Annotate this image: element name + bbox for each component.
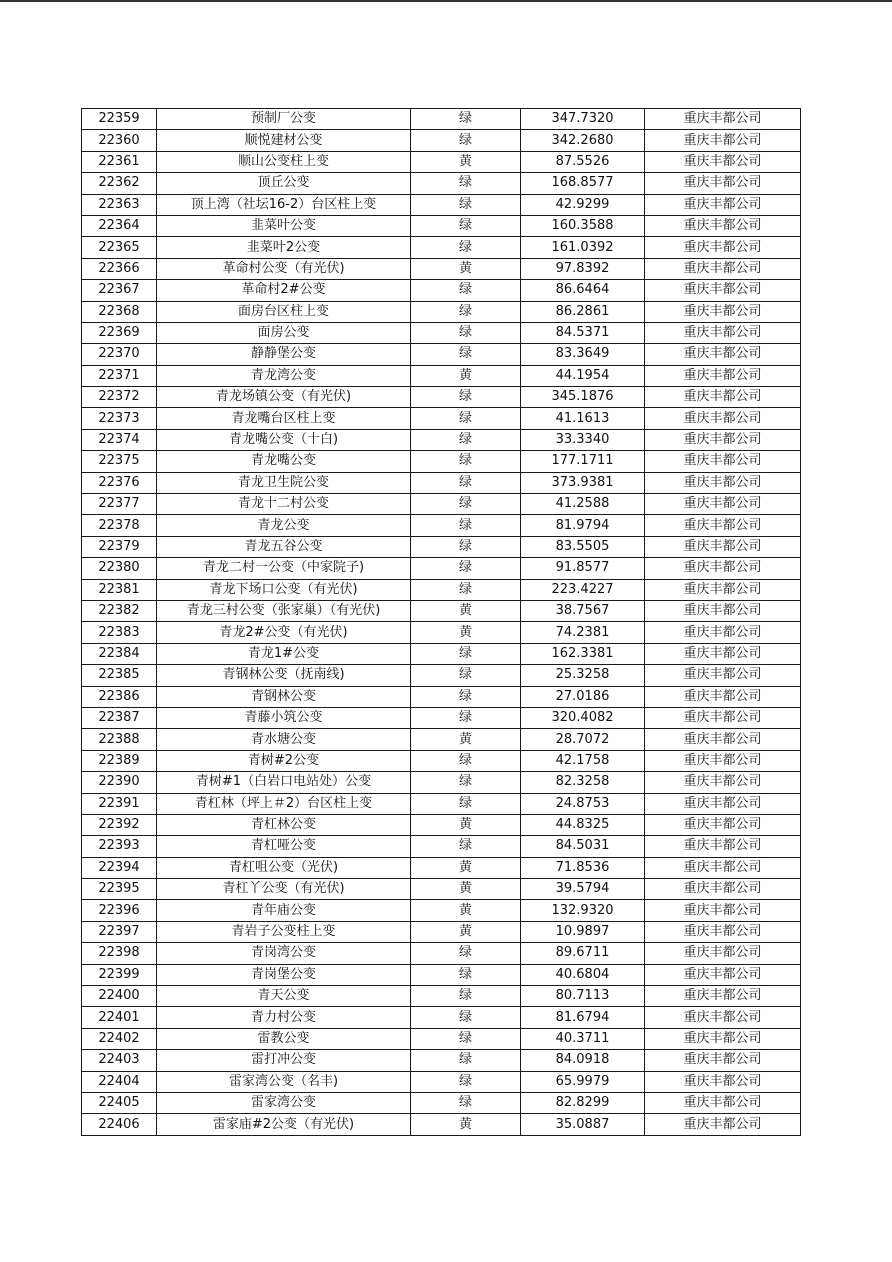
station-name-cell: 顺山公变柱上变 — [157, 151, 411, 172]
company-cell: 重庆丰都公司 — [645, 322, 801, 343]
value-cell: 91.8577 — [521, 558, 645, 579]
document-page — [81, 108, 801, 1136]
station-name-cell: 青钢林公变（抚南线) — [157, 665, 411, 686]
company-cell: 重庆丰都公司 — [645, 1114, 801, 1135]
row-id-cell: 22373 — [82, 408, 157, 429]
row-id-cell: 22361 — [82, 151, 157, 172]
company-cell: 重庆丰都公司 — [645, 451, 801, 472]
value-cell: 177.1711 — [521, 451, 645, 472]
company-cell: 重庆丰都公司 — [645, 986, 801, 1007]
row-id-cell: 22396 — [82, 900, 157, 921]
row-id-cell: 22394 — [82, 857, 157, 878]
company-cell: 重庆丰都公司 — [645, 600, 801, 621]
row-id-cell: 22378 — [82, 515, 157, 536]
status-color-cell: 绿 — [411, 579, 521, 600]
company-cell: 重庆丰都公司 — [645, 173, 801, 194]
row-id-cell: 22406 — [82, 1114, 157, 1135]
company-cell: 重庆丰都公司 — [645, 1007, 801, 1028]
row-id-cell: 22390 — [82, 772, 157, 793]
company-cell: 重庆丰都公司 — [645, 365, 801, 386]
company-cell: 重庆丰都公司 — [645, 515, 801, 536]
station-name-cell: 青龙五谷公变 — [157, 536, 411, 557]
table-row — [82, 686, 801, 707]
company-cell: 重庆丰都公司 — [645, 472, 801, 493]
row-id-cell: 22371 — [82, 365, 157, 386]
table-row — [82, 387, 801, 408]
status-color-cell: 绿 — [411, 237, 521, 258]
row-id-cell: 22377 — [82, 494, 157, 515]
value-cell: 342.2680 — [521, 130, 645, 151]
company-cell: 重庆丰都公司 — [645, 1092, 801, 1113]
value-cell: 74.2381 — [521, 622, 645, 643]
station-name-cell: 青钢林公变 — [157, 686, 411, 707]
status-color-cell: 绿 — [411, 215, 521, 236]
table-row — [82, 943, 801, 964]
table-row — [82, 472, 801, 493]
row-id-cell: 22370 — [82, 344, 157, 365]
value-cell: 320.4082 — [521, 707, 645, 728]
station-name-cell: 青杠哑公变 — [157, 836, 411, 857]
station-name-cell: 青杠林公变 — [157, 814, 411, 835]
status-color-cell: 绿 — [411, 301, 521, 322]
table-row — [82, 1028, 801, 1049]
value-cell: 38.7567 — [521, 600, 645, 621]
value-cell: 84.0918 — [521, 1050, 645, 1071]
value-cell: 44.8325 — [521, 814, 645, 835]
table-row — [82, 729, 801, 750]
station-name-cell: 青杠林（坪上＃2）台区柱上变 — [157, 793, 411, 814]
value-cell: 42.9299 — [521, 194, 645, 215]
status-color-cell: 绿 — [411, 793, 521, 814]
company-cell: 重庆丰都公司 — [645, 814, 801, 835]
company-cell: 重庆丰都公司 — [645, 1071, 801, 1092]
table-row — [82, 750, 801, 771]
company-cell: 重庆丰都公司 — [645, 686, 801, 707]
row-id-cell: 22395 — [82, 879, 157, 900]
row-id-cell: 22405 — [82, 1092, 157, 1113]
value-cell: 84.5031 — [521, 836, 645, 857]
company-cell: 重庆丰都公司 — [645, 772, 801, 793]
company-cell: 重庆丰都公司 — [645, 579, 801, 600]
status-color-cell: 黄 — [411, 879, 521, 900]
station-name-cell: 顺悦建材公变 — [157, 130, 411, 151]
status-color-cell: 绿 — [411, 943, 521, 964]
status-color-cell: 绿 — [411, 536, 521, 557]
station-name-cell: 青龙十二村公变 — [157, 494, 411, 515]
station-name-cell: 青龙卫生院公变 — [157, 472, 411, 493]
status-color-cell: 绿 — [411, 558, 521, 579]
station-name-cell: 青岗湾公变 — [157, 943, 411, 964]
row-id-cell: 22384 — [82, 643, 157, 664]
status-color-cell: 黄 — [411, 814, 521, 835]
company-cell: 重庆丰都公司 — [645, 921, 801, 942]
status-color-cell: 黄 — [411, 622, 521, 643]
value-cell: 33.3340 — [521, 429, 645, 450]
table-row — [82, 814, 801, 835]
row-id-cell: 22398 — [82, 943, 157, 964]
value-cell: 39.5794 — [521, 879, 645, 900]
company-cell: 重庆丰都公司 — [645, 964, 801, 985]
station-name-cell: 顶上湾（社坛16-2）台区柱上变 — [157, 194, 411, 215]
table-row — [82, 643, 801, 664]
status-color-cell: 绿 — [411, 451, 521, 472]
value-cell: 81.9794 — [521, 515, 645, 536]
row-id-cell: 22401 — [82, 1007, 157, 1028]
value-cell: 82.3258 — [521, 772, 645, 793]
status-color-cell: 绿 — [411, 280, 521, 301]
table-row — [82, 793, 801, 814]
station-name-cell: 青龙嘴台区柱上变 — [157, 408, 411, 429]
row-id-cell: 22369 — [82, 322, 157, 343]
value-cell: 223.4227 — [521, 579, 645, 600]
table-row — [82, 429, 801, 450]
row-id-cell: 22385 — [82, 665, 157, 686]
table-row — [82, 986, 801, 1007]
row-id-cell: 22399 — [82, 964, 157, 985]
row-id-cell: 22376 — [82, 472, 157, 493]
value-cell: 65.9979 — [521, 1071, 645, 1092]
company-cell: 重庆丰都公司 — [645, 494, 801, 515]
page-top-border — [0, 0, 892, 2]
table-row — [82, 836, 801, 857]
company-cell: 重庆丰都公司 — [645, 536, 801, 557]
row-id-cell: 22367 — [82, 280, 157, 301]
row-id-cell: 22400 — [82, 986, 157, 1007]
row-id-cell: 22402 — [82, 1028, 157, 1049]
table-row — [82, 494, 801, 515]
company-cell: 重庆丰都公司 — [645, 109, 801, 130]
row-id-cell: 22360 — [82, 130, 157, 151]
station-name-cell: 青岗堡公变 — [157, 964, 411, 985]
status-color-cell: 绿 — [411, 194, 521, 215]
station-name-cell: 青杠咀公变（光伏) — [157, 857, 411, 878]
row-id-cell: 22403 — [82, 1050, 157, 1071]
table-row — [82, 1050, 801, 1071]
table-row — [82, 451, 801, 472]
table-row — [82, 237, 801, 258]
value-cell: 10.9897 — [521, 921, 645, 942]
status-color-cell: 绿 — [411, 1092, 521, 1113]
row-id-cell: 22392 — [82, 814, 157, 835]
table-row — [82, 857, 801, 878]
company-cell: 重庆丰都公司 — [645, 793, 801, 814]
table-row — [82, 173, 801, 194]
row-id-cell: 22389 — [82, 750, 157, 771]
table-row — [82, 622, 801, 643]
table-row — [82, 194, 801, 215]
company-cell: 重庆丰都公司 — [645, 408, 801, 429]
status-color-cell: 绿 — [411, 686, 521, 707]
station-name-cell: 青年庙公变 — [157, 900, 411, 921]
table-row — [82, 408, 801, 429]
company-cell: 重庆丰都公司 — [645, 301, 801, 322]
row-id-cell: 22404 — [82, 1071, 157, 1092]
row-id-cell: 22374 — [82, 429, 157, 450]
station-name-cell: 雷家湾公变（名丰) — [157, 1071, 411, 1092]
row-id-cell: 22363 — [82, 194, 157, 215]
station-name-cell: 青天公变 — [157, 986, 411, 1007]
value-cell: 41.2588 — [521, 494, 645, 515]
value-cell: 80.7113 — [521, 986, 645, 1007]
row-id-cell: 22393 — [82, 836, 157, 857]
value-cell: 28.7072 — [521, 729, 645, 750]
table-row — [82, 280, 801, 301]
value-cell: 347.7320 — [521, 109, 645, 130]
company-cell: 重庆丰都公司 — [645, 900, 801, 921]
table-row — [82, 365, 801, 386]
row-id-cell: 22386 — [82, 686, 157, 707]
station-name-cell: 雷教公变 — [157, 1028, 411, 1049]
value-cell: 373.9381 — [521, 472, 645, 493]
row-id-cell: 22362 — [82, 173, 157, 194]
row-id-cell: 22379 — [82, 536, 157, 557]
company-cell: 重庆丰都公司 — [645, 258, 801, 279]
row-id-cell: 22382 — [82, 600, 157, 621]
station-name-cell: 青树#1（白岩口电站处）公变 — [157, 772, 411, 793]
row-id-cell: 22368 — [82, 301, 157, 322]
company-cell: 重庆丰都公司 — [645, 558, 801, 579]
station-name-cell: 青龙1#公变 — [157, 643, 411, 664]
status-color-cell: 绿 — [411, 429, 521, 450]
status-color-cell: 绿 — [411, 109, 521, 130]
station-name-cell: 静静堡公变 — [157, 344, 411, 365]
status-color-cell: 绿 — [411, 1050, 521, 1071]
value-cell: 132.9320 — [521, 900, 645, 921]
company-cell: 重庆丰都公司 — [645, 130, 801, 151]
value-cell: 24.8753 — [521, 793, 645, 814]
station-name-cell: 预制厂公变 — [157, 109, 411, 130]
status-color-cell: 绿 — [411, 836, 521, 857]
table-row — [82, 879, 801, 900]
status-color-cell: 绿 — [411, 707, 521, 728]
status-color-cell: 黄 — [411, 857, 521, 878]
station-name-cell: 青龙嘴公变（十白) — [157, 429, 411, 450]
status-color-cell: 黄 — [411, 151, 521, 172]
station-name-cell: 顶丘公变 — [157, 173, 411, 194]
status-color-cell: 黄 — [411, 1114, 521, 1135]
station-name-cell: 青龙2#公变（有光伏) — [157, 622, 411, 643]
station-name-cell: 青岩子公变柱上变 — [157, 921, 411, 942]
station-name-cell: 青龙二村一公变（中家院子) — [157, 558, 411, 579]
company-cell: 重庆丰都公司 — [645, 387, 801, 408]
value-cell: 97.8392 — [521, 258, 645, 279]
table-row — [82, 536, 801, 557]
status-color-cell: 绿 — [411, 472, 521, 493]
row-id-cell: 22364 — [82, 215, 157, 236]
station-name-cell: 青龙下场口公变（有光伏) — [157, 579, 411, 600]
station-name-cell: 青藤小筑公变 — [157, 707, 411, 728]
value-cell: 89.6711 — [521, 943, 645, 964]
table-row — [82, 964, 801, 985]
status-color-cell: 绿 — [411, 387, 521, 408]
table-row — [82, 921, 801, 942]
status-color-cell: 黄 — [411, 365, 521, 386]
table-row — [82, 130, 801, 151]
station-name-cell: 雷家湾公变 — [157, 1092, 411, 1113]
status-color-cell: 绿 — [411, 1007, 521, 1028]
status-color-cell: 绿 — [411, 515, 521, 536]
value-cell: 345.1876 — [521, 387, 645, 408]
status-color-cell: 绿 — [411, 494, 521, 515]
status-color-cell: 绿 — [411, 772, 521, 793]
table-row — [82, 1071, 801, 1092]
row-id-cell: 22383 — [82, 622, 157, 643]
table-row — [82, 665, 801, 686]
station-name-cell: 青杠丫公变（有光伏) — [157, 879, 411, 900]
status-color-cell: 绿 — [411, 130, 521, 151]
company-cell: 重庆丰都公司 — [645, 344, 801, 365]
company-cell: 重庆丰都公司 — [645, 643, 801, 664]
status-color-cell: 黄 — [411, 921, 521, 942]
status-color-cell: 绿 — [411, 344, 521, 365]
value-cell: 168.8577 — [521, 173, 645, 194]
table-row — [82, 900, 801, 921]
value-cell: 160.3588 — [521, 215, 645, 236]
table-row — [82, 707, 801, 728]
status-color-cell: 绿 — [411, 986, 521, 1007]
table-row — [82, 258, 801, 279]
table-row — [82, 1007, 801, 1028]
station-name-cell: 韭菜叶公变 — [157, 215, 411, 236]
table-row — [82, 558, 801, 579]
status-color-cell: 绿 — [411, 750, 521, 771]
table-row — [82, 215, 801, 236]
status-color-cell: 黄 — [411, 258, 521, 279]
company-cell: 重庆丰都公司 — [645, 879, 801, 900]
station-name-cell: 雷家庙#2公变（有光伏) — [157, 1114, 411, 1135]
station-name-cell: 面房公变 — [157, 322, 411, 343]
table-row — [82, 772, 801, 793]
row-id-cell: 22366 — [82, 258, 157, 279]
station-name-cell: 青树#2公变 — [157, 750, 411, 771]
status-color-cell: 黄 — [411, 729, 521, 750]
company-cell: 重庆丰都公司 — [645, 943, 801, 964]
value-cell: 83.3649 — [521, 344, 645, 365]
row-id-cell: 22359 — [82, 109, 157, 130]
company-cell: 重庆丰都公司 — [645, 665, 801, 686]
company-cell: 重庆丰都公司 — [645, 729, 801, 750]
value-cell: 86.2861 — [521, 301, 645, 322]
status-color-cell: 绿 — [411, 1028, 521, 1049]
row-id-cell: 22375 — [82, 451, 157, 472]
company-cell: 重庆丰都公司 — [645, 280, 801, 301]
row-id-cell: 22387 — [82, 707, 157, 728]
company-cell: 重庆丰都公司 — [645, 429, 801, 450]
station-name-cell: 青龙湾公变 — [157, 365, 411, 386]
status-color-cell: 绿 — [411, 322, 521, 343]
status-color-cell: 黄 — [411, 600, 521, 621]
row-id-cell: 22397 — [82, 921, 157, 942]
value-cell: 42.1758 — [521, 750, 645, 771]
company-cell: 重庆丰都公司 — [645, 750, 801, 771]
value-cell: 83.5505 — [521, 536, 645, 557]
row-id-cell: 22365 — [82, 237, 157, 258]
station-name-cell: 青龙三村公变（张家巢）（有光伏) — [157, 600, 411, 621]
value-cell: 35.0887 — [521, 1114, 645, 1135]
table-row — [82, 301, 801, 322]
value-cell: 161.0392 — [521, 237, 645, 258]
station-name-cell: 青力村公变 — [157, 1007, 411, 1028]
station-name-cell: 韭菜叶2公变 — [157, 237, 411, 258]
value-cell: 81.6794 — [521, 1007, 645, 1028]
row-id-cell: 22381 — [82, 579, 157, 600]
station-name-cell: 雷打冲公变 — [157, 1050, 411, 1071]
status-color-cell: 绿 — [411, 964, 521, 985]
company-cell: 重庆丰都公司 — [645, 237, 801, 258]
value-cell: 87.5526 — [521, 151, 645, 172]
company-cell: 重庆丰都公司 — [645, 622, 801, 643]
company-cell: 重庆丰都公司 — [645, 1028, 801, 1049]
status-color-cell: 黄 — [411, 900, 521, 921]
table-row — [82, 151, 801, 172]
row-id-cell: 22372 — [82, 387, 157, 408]
value-cell: 27.0186 — [521, 686, 645, 707]
value-cell: 40.3711 — [521, 1028, 645, 1049]
company-cell: 重庆丰都公司 — [645, 836, 801, 857]
station-name-cell: 革命村2#公变 — [157, 280, 411, 301]
table-row — [82, 322, 801, 343]
station-name-cell: 革命村公变（有光伏) — [157, 258, 411, 279]
value-cell: 84.5371 — [521, 322, 645, 343]
status-color-cell: 绿 — [411, 173, 521, 194]
transformer-table — [81, 108, 801, 1136]
table-row — [82, 1092, 801, 1113]
value-cell: 71.8536 — [521, 857, 645, 878]
station-name-cell: 青水塘公变 — [157, 729, 411, 750]
station-name-cell: 青龙公变 — [157, 515, 411, 536]
status-color-cell: 绿 — [411, 665, 521, 686]
company-cell: 重庆丰都公司 — [645, 1050, 801, 1071]
station-name-cell: 面房台区柱上变 — [157, 301, 411, 322]
value-cell: 40.6804 — [521, 964, 645, 985]
row-id-cell: 22388 — [82, 729, 157, 750]
station-name-cell: 青龙嘴公变 — [157, 451, 411, 472]
table-row — [82, 515, 801, 536]
value-cell: 86.6464 — [521, 280, 645, 301]
table-row — [82, 344, 801, 365]
station-name-cell: 青龙场镇公变（有光伏) — [157, 387, 411, 408]
status-color-cell: 绿 — [411, 1071, 521, 1092]
company-cell: 重庆丰都公司 — [645, 707, 801, 728]
company-cell: 重庆丰都公司 — [645, 151, 801, 172]
status-color-cell: 绿 — [411, 408, 521, 429]
table-body — [82, 109, 801, 1136]
value-cell: 44.1954 — [521, 365, 645, 386]
table-row — [82, 1114, 801, 1135]
value-cell: 162.3381 — [521, 643, 645, 664]
table-row — [82, 600, 801, 621]
row-id-cell: 22391 — [82, 793, 157, 814]
status-color-cell: 绿 — [411, 643, 521, 664]
value-cell: 82.8299 — [521, 1092, 645, 1113]
company-cell: 重庆丰都公司 — [645, 857, 801, 878]
table-row — [82, 579, 801, 600]
company-cell: 重庆丰都公司 — [645, 194, 801, 215]
row-id-cell: 22380 — [82, 558, 157, 579]
company-cell: 重庆丰都公司 — [645, 215, 801, 236]
value-cell: 41.1613 — [521, 408, 645, 429]
table-row — [82, 109, 801, 130]
value-cell: 25.3258 — [521, 665, 645, 686]
